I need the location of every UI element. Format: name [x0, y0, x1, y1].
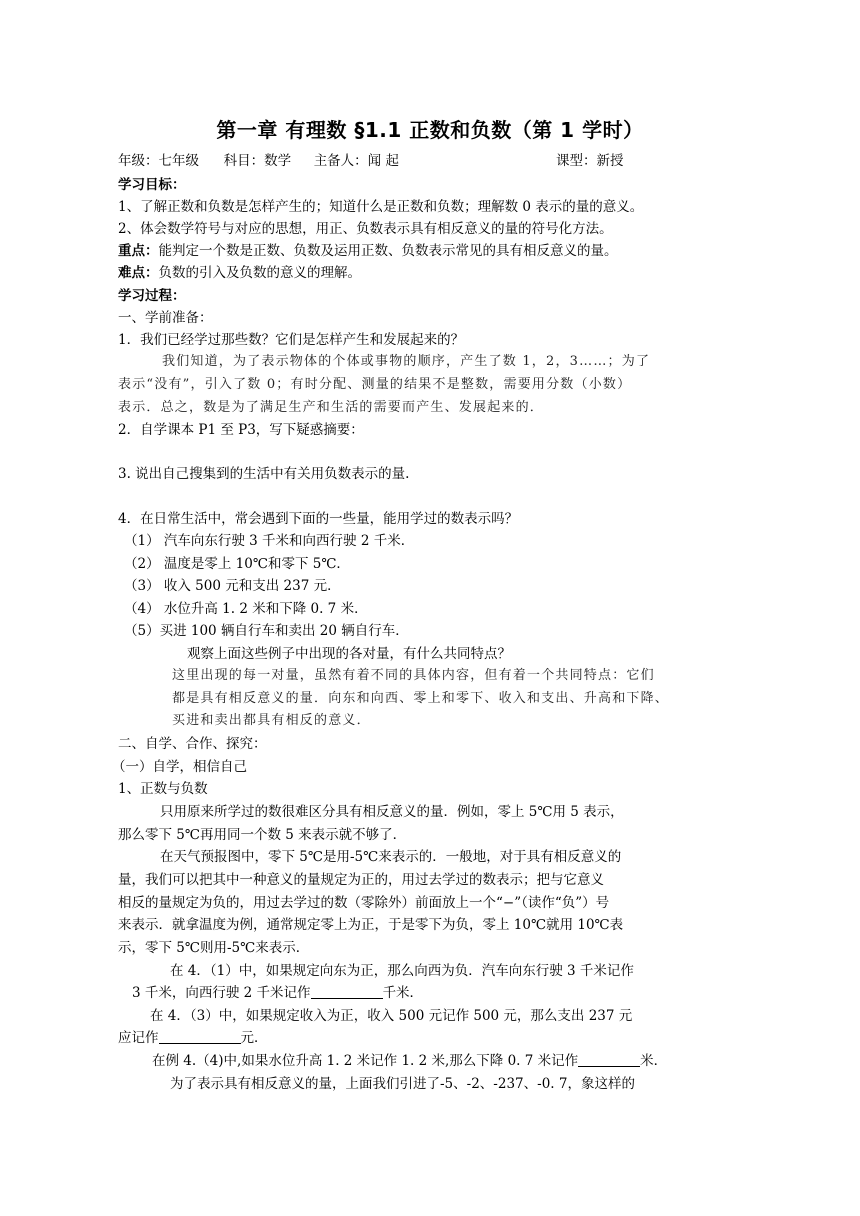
q4-item: （1） 汽车向东行驶 3 千米和向西行驶 2 千米．	[124, 533, 415, 549]
key-text: 能判定一个数是正数、负数及运用正数、负数表示常见的具有相反意义的量。	[158, 243, 618, 259]
objective-item: 1、了解正数和负数是怎样产生的；知道什么是正数和负数；理解数 0 表示的量的意义。	[118, 199, 644, 215]
observe-answer-line: 这里出现的每一对量，虽然有着不同的具体内容，但有着一个共同特点：它们	[172, 668, 655, 683]
answer-blank[interactable]	[159, 1029, 241, 1044]
section-heading: 二、自学、合作、探究：	[118, 736, 267, 752]
grade-label: 年级：七年级	[118, 153, 199, 169]
topic-heading: 1、正数与负数	[118, 781, 208, 797]
paragraph-line: 只用原来所学过的数很难区分具有相反意义的量．例如，零上 5℃用 5 表示，	[160, 804, 624, 820]
difficulty-point	[118, 264, 361, 282]
observe-answer-line: 都是具有相反意义的量．向东和向西、零上和零下、收入和支出、升高和下降、	[172, 691, 670, 706]
example-line	[118, 1029, 268, 1047]
subject-label: 科目：数学	[223, 153, 292, 169]
answer-blank[interactable]	[578, 1052, 640, 1067]
example-line	[152, 1052, 667, 1070]
question-3: 3. 说出自己搜集到的生活中有关用负数表示的量.	[118, 466, 410, 482]
question-1: 1．我们已经学过那些数？它们是怎样产生和发展起来的？	[118, 332, 465, 348]
meta-line	[118, 152, 624, 170]
paragraph-line: 在天气预报图中，零下 5℃是用-5℃来表示的．一般地，对于具有相反意义的	[160, 849, 622, 865]
example-text: 千米．	[382, 985, 424, 1001]
answer-line: 表示“没有”，引入了数 0；有时分配、测量的结果不是整数，需要用分数（小数）	[118, 377, 632, 392]
question-2: 2．自学课本 P1 至 P3，写下疑惑摘要：	[118, 422, 364, 438]
example-line	[132, 984, 423, 1002]
paragraph-line: 相反的量规定为负的，用过去学过的数（零除外）前面放上一个“−”（读作“负”）号	[118, 895, 610, 911]
process-heading: 学习过程：	[118, 288, 186, 304]
answer-line: 表示．总之，数是为了满足生产和生活的需要而产生、发展起来的．	[118, 400, 545, 415]
objectives-heading: 学习目标：	[118, 177, 186, 193]
observe-question: 观察上面这些例子中出现的各对量，有什么共同特点？	[187, 646, 511, 662]
paragraph-line: 那么零下 5℃再用同一个数 5 来表示就不够了．	[118, 827, 407, 843]
paragraph-line: 来表示．就拿温度为例，通常规定零上为正，于是零下为负，零上 10℃就用 10℃表	[118, 917, 624, 933]
objective-item: 2、体会数学符号与对应的思想，用正、负数表示具有相反意义的量的符号化方法。	[118, 221, 613, 237]
q4-item: （3） 收入 500 元和支出 237 元．	[124, 578, 341, 594]
lesson-type-label: 课型：新授	[556, 153, 624, 169]
subsection-heading: （一）自学，相信自己	[112, 759, 247, 775]
example-line: 在 4．（1）中，如果规定向东为正，那么向西为负．汽车向东行驶 3 千米记作	[170, 963, 634, 979]
example-text: 米．	[640, 1053, 668, 1069]
question-4: 4．在日常生活中，常会遇到下面的一些量，能用学过的数表示吗？	[118, 511, 519, 527]
q4-item: （4） 水位升高 1. 2 米和下降 0. 7 米．	[124, 601, 368, 617]
example-line: 在 4．（3）中，如果规定收入为正，收入 500 元记作 500 元，那么支出 237 元	[150, 1008, 633, 1024]
section-heading: 一、学前准备：	[118, 310, 213, 326]
paragraph-line: 示，零下 5℃则用-5℃来表示．	[118, 940, 310, 956]
example-text: 在例 4.（4)中,如果水位升高 1. 2 米记作 1. 2 米,那么下降 0. 7 米记作	[152, 1053, 579, 1069]
page-title: 第一章 有理数 §1.1 正数和负数（第 1 学时）	[216, 118, 644, 142]
example-text: 3 千米，向西行驶 2 千米记作	[132, 985, 311, 1001]
q4-item: （2） 温度是零上 10℃和零下 5℃．	[124, 556, 350, 572]
example-text: 元．	[240, 1030, 268, 1046]
difficulty-label: 难点：	[118, 265, 159, 281]
paragraph-line: 为了表示具有相反意义的量，上面我们引进了-5、-2、-237、-0. 7，象这样的	[170, 1076, 635, 1092]
q4-item: （5）买进 100 辆自行车和卖出 20 辆自行车．	[124, 623, 409, 639]
difficulty-text: 负数的引入及负数的意义的理解。	[158, 265, 361, 281]
example-text: 应记作	[118, 1030, 159, 1046]
key-label: 重点：	[118, 243, 159, 259]
answer-blank[interactable]	[311, 984, 383, 999]
paragraph-line: 量，我们可以把其中一种意义的量规定为正的，用过去学过的数表示；把与它意义	[118, 872, 604, 888]
key-point	[118, 242, 618, 260]
preparer-label: 主备人：闻 起	[313, 153, 399, 169]
answer-line: 我们知道，为了表示物体的个体或事物的顺序，产生了数 1，2，3……；为了	[162, 354, 651, 369]
observe-answer-line: 买进和卖出都具有相反的意义．	[172, 713, 371, 728]
